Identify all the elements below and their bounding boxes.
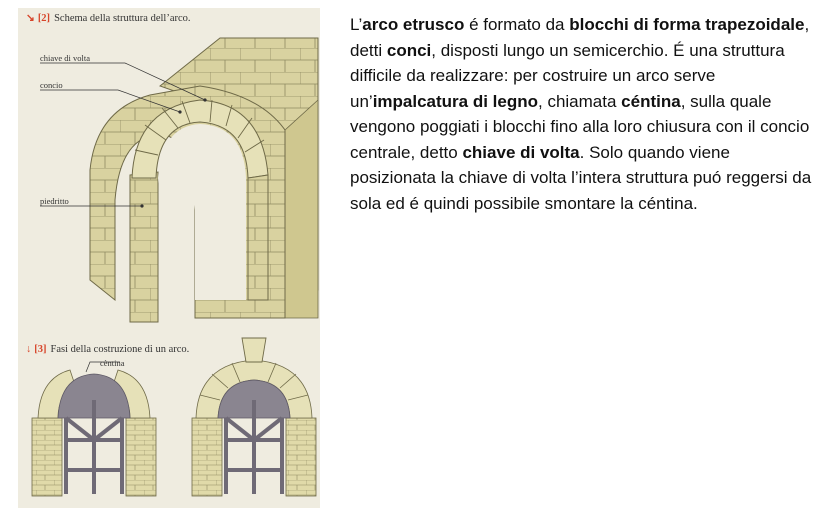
label-keystone: chiave di volta — [40, 53, 91, 63]
label-pier: piedritto — [40, 196, 69, 206]
arch-phase-2-drawing — [192, 338, 316, 496]
text-run: , disposti lungo un semicerchio. É una struttura difficile da realizzare: per costruire un arco serve un’ — [350, 40, 785, 111]
bold-term: céntina — [621, 91, 681, 111]
text-run: , sulla quale vengono poggiati i blocchi fino alla loro chiusura con il concio centrale, detto — [350, 91, 810, 162]
figure-2-number: [2] — [37, 13, 51, 24]
text-run: , chiamata — [538, 91, 622, 111]
label-voussoir: concio — [40, 80, 63, 90]
arrow-down-icon: ↓ — [26, 344, 32, 355]
bold-term: chiave di volta — [462, 142, 580, 162]
figure-3-number: [3] — [34, 344, 47, 355]
text-run: L’ — [350, 15, 363, 34]
text-run: é formato da — [464, 15, 570, 34]
figure-3-caption-text: Fasi della costruzione di un arco. — [50, 344, 190, 355]
arch-schema-drawing — [40, 38, 318, 322]
label-centering: cèntina — [100, 358, 125, 368]
bold-term: impalcatura di legno — [372, 91, 538, 111]
body-paragraph — [350, 12, 820, 216]
arch-phase-1-drawing — [32, 362, 156, 496]
arrow-down-right-icon: ↘ — [26, 13, 35, 24]
bold-term: conci — [386, 40, 432, 60]
figure-2-caption-text: Schema della struttura dell’arco. — [54, 13, 191, 24]
text-run: . Solo quando viene posizionata la chiave di volta l’intera struttura puó reggersi da sola ed é quindi possibile smontare la céntina. — [350, 142, 812, 213]
figure-2-caption — [26, 12, 191, 24]
bold-term: blocchi di forma trapezoidale — [569, 15, 805, 34]
figure-3-caption — [26, 344, 189, 355]
bold-term: arco etrusco — [362, 15, 465, 34]
text-run: , detti — [350, 15, 810, 60]
